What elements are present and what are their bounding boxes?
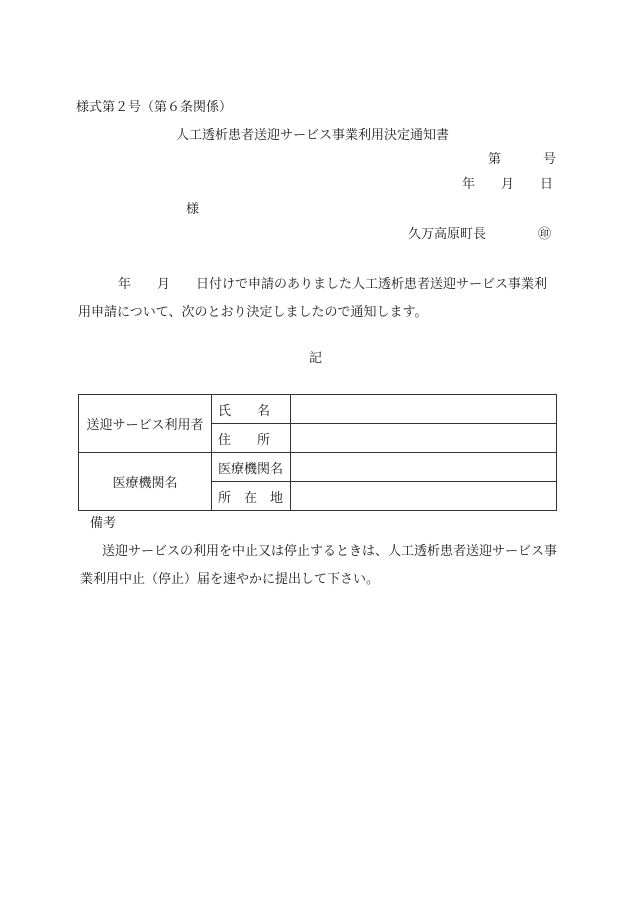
body-text: 日付けで申請のありました人工透析患者送迎サービス事業利用申請について、次のとおり決定しましたので通知します。 [78, 277, 548, 320]
document-title: 人工透析患者送迎サービス事業利用決定通知書 [176, 128, 450, 143]
address-label: 住 所 [212, 424, 291, 453]
issuer [408, 227, 551, 243]
user-label: 送迎サービス利用者 [79, 395, 212, 453]
date-day: 日 [540, 177, 554, 192]
number-suffix: 号 [543, 152, 557, 167]
form-number: 様式第２号（第６条関係） [76, 100, 233, 115]
facility-name-value-cell [291, 453, 557, 482]
facility-name-label: 医療機関名 [212, 453, 291, 482]
decision-table [78, 394, 557, 511]
name-value-cell [291, 395, 557, 424]
name-label: 氏 名 [212, 395, 291, 424]
body-date-year: 年 [118, 277, 132, 292]
seal-mark: ㊞ [538, 227, 552, 242]
notes-heading: 備考 [90, 516, 117, 531]
body-date-month: 月 [157, 277, 171, 292]
date-year: 年 [462, 177, 476, 192]
notes-text-content: 送迎サービスの利用を中止又は停止するときは、人工透析患者送迎サービス事業利用中止（停止）届を速やかに提出して下さい。 [80, 544, 558, 587]
location-label: 所 在 地 [212, 482, 291, 511]
document-number [488, 152, 556, 168]
issuer-name: 久万高原町長 [408, 227, 487, 242]
body-paragraph [78, 271, 560, 327]
number-prefix: 第 [488, 152, 502, 167]
facility-label: 医療機関名 [79, 453, 212, 511]
address-value-cell [291, 424, 557, 453]
issue-date [462, 177, 553, 193]
addressee-honorific: 様 [186, 202, 200, 217]
notes-text [80, 538, 558, 594]
ki-marker: 記 [309, 351, 323, 366]
date-month: 月 [501, 177, 515, 192]
location-value-cell [291, 482, 557, 511]
